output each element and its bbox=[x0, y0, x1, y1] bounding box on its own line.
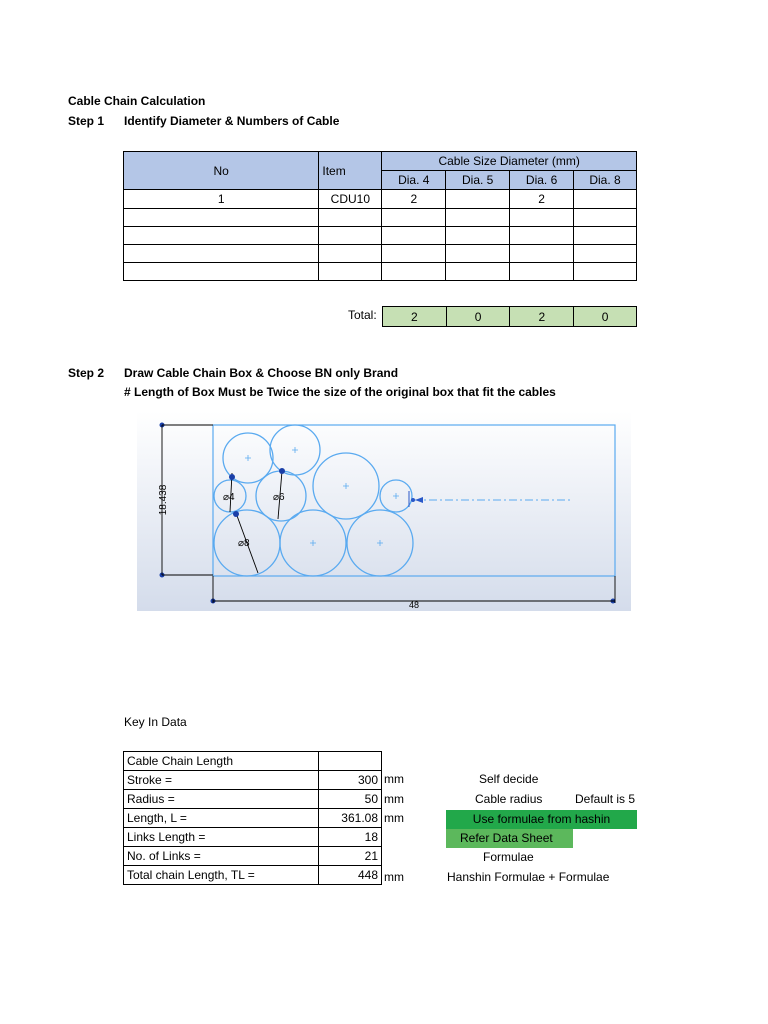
cell-no[interactable] bbox=[124, 209, 319, 227]
table-row bbox=[124, 866, 382, 885]
cell-dia-8[interactable] bbox=[574, 263, 637, 281]
note-self-decide: Self decide bbox=[479, 772, 539, 786]
cell-dia-4[interactable] bbox=[382, 227, 446, 245]
row-label: Length, L = bbox=[124, 809, 319, 828]
note-cable-radius: Cable radius bbox=[475, 792, 543, 806]
table-row bbox=[124, 245, 637, 263]
cell-no[interactable]: 1 bbox=[124, 190, 319, 209]
row-label: Links Length = bbox=[124, 828, 319, 847]
point-marker bbox=[233, 511, 239, 517]
header-item: Item bbox=[319, 152, 382, 190]
header-cable-size: Cable Size Diameter (mm) bbox=[382, 152, 637, 171]
table-row bbox=[124, 847, 382, 866]
table-row bbox=[124, 209, 637, 227]
cell-item[interactable] bbox=[319, 245, 382, 263]
key-in-table bbox=[123, 751, 382, 885]
cell-no[interactable] bbox=[124, 263, 319, 281]
table-row bbox=[124, 771, 382, 790]
row-label: No. of Links = bbox=[124, 847, 319, 866]
point-marker bbox=[411, 498, 415, 502]
cell-dia-8[interactable] bbox=[574, 190, 637, 209]
step1-text: Identify Diameter & Numbers of Cable bbox=[124, 114, 340, 128]
cell-dia-4[interactable] bbox=[382, 263, 446, 281]
total-chain-length-value[interactable]: 448 bbox=[319, 866, 382, 885]
total-dia-4: 2 bbox=[383, 307, 447, 327]
table-row bbox=[124, 809, 382, 828]
cell-item[interactable]: CDU10 bbox=[319, 190, 382, 209]
note-hanshin-formulae: Hanshin Formulae + Formulae bbox=[447, 870, 610, 884]
key-in-table-title: Cable Chain Length bbox=[124, 752, 319, 771]
header-no: No bbox=[124, 152, 319, 190]
unit-total: mm bbox=[384, 870, 404, 884]
sketch-background bbox=[137, 411, 631, 611]
cell-dia-8[interactable] bbox=[574, 245, 637, 263]
label-d8: ⌀8 bbox=[238, 538, 250, 549]
dim-height: 18.438 bbox=[158, 484, 169, 516]
table-row bbox=[124, 790, 382, 809]
cell-dia-4[interactable]: 2 bbox=[382, 190, 446, 209]
no-of-links-value[interactable]: 21 bbox=[319, 847, 382, 866]
cell-dia-8[interactable] bbox=[574, 209, 637, 227]
cell-dia-4[interactable] bbox=[382, 209, 446, 227]
key-in-heading: Key In Data bbox=[124, 715, 187, 729]
header-dia-8: Dia. 8 bbox=[574, 171, 637, 190]
cell-dia-6[interactable] bbox=[510, 263, 574, 281]
point-marker bbox=[279, 468, 285, 474]
cell-item[interactable] bbox=[319, 227, 382, 245]
step1-label: Step 1 bbox=[68, 114, 105, 128]
unit-radius: mm bbox=[384, 792, 404, 806]
note-default: Default is 5 bbox=[575, 792, 636, 806]
cell-no[interactable] bbox=[124, 227, 319, 245]
label-d6: ⌀6 bbox=[273, 492, 285, 503]
cable-chain-sketch bbox=[137, 411, 631, 611]
cell-dia-5[interactable] bbox=[446, 227, 510, 245]
total-dia-5: 0 bbox=[446, 307, 510, 327]
stroke-value[interactable]: 300 bbox=[319, 771, 382, 790]
step2-text: Draw Cable Chain Box & Choose BN only Brand bbox=[124, 366, 399, 380]
point-marker bbox=[229, 474, 235, 480]
cable-diameter-table bbox=[123, 151, 637, 281]
total-dia-6: 2 bbox=[510, 307, 574, 327]
length-value[interactable]: 361.08 bbox=[319, 809, 382, 828]
row-label: Stroke = bbox=[124, 771, 319, 790]
row-label: Radius = bbox=[124, 790, 319, 809]
unit-length: mm bbox=[384, 811, 404, 825]
unit-stroke: mm bbox=[384, 772, 404, 786]
cell-dia-5[interactable] bbox=[446, 190, 510, 209]
table-row bbox=[124, 190, 637, 209]
total-dia-8: 0 bbox=[574, 307, 637, 327]
cell-dia-6[interactable]: 2 bbox=[510, 190, 574, 209]
radius-value[interactable]: 50 bbox=[319, 790, 382, 809]
cell-dia-5[interactable] bbox=[446, 263, 510, 281]
cell-dia-8[interactable] bbox=[574, 227, 637, 245]
table-row bbox=[124, 828, 382, 847]
cell-dia-5[interactable] bbox=[446, 209, 510, 227]
total-label: Total: bbox=[348, 308, 377, 322]
cell-dia-6[interactable] bbox=[510, 209, 574, 227]
table-row bbox=[124, 227, 637, 245]
dim-width: 48 bbox=[408, 600, 420, 610]
cell-item[interactable] bbox=[319, 263, 382, 281]
cell-dia-6[interactable] bbox=[510, 245, 574, 263]
key-in-title-blank bbox=[319, 752, 382, 771]
header-dia-6: Dia. 6 bbox=[510, 171, 574, 190]
row-label: Total chain Length, TL = bbox=[124, 866, 319, 885]
note-use-formulae: Use formulae from hashin bbox=[446, 810, 637, 829]
cell-dia-6[interactable] bbox=[510, 227, 574, 245]
label-d4: ⌀4 bbox=[223, 492, 235, 503]
links-length-value[interactable]: 18 bbox=[319, 828, 382, 847]
header-dia-4: Dia. 4 bbox=[382, 171, 446, 190]
note-refer-data-sheet: Refer Data Sheet bbox=[446, 829, 573, 848]
table-row bbox=[124, 263, 637, 281]
totals-row bbox=[382, 306, 637, 327]
cell-dia-4[interactable] bbox=[382, 245, 446, 263]
cell-no[interactable] bbox=[124, 245, 319, 263]
header-dia-5: Dia. 5 bbox=[446, 171, 510, 190]
page-title: Cable Chain Calculation bbox=[68, 94, 206, 108]
cell-dia-5[interactable] bbox=[446, 245, 510, 263]
step2-label: Step 2 bbox=[68, 366, 105, 380]
step2-note: # Length of Box Must be Twice the size of the original box that fit the cables bbox=[124, 385, 556, 399]
cell-item[interactable] bbox=[319, 209, 382, 227]
note-formulae: Formulae bbox=[483, 850, 534, 864]
